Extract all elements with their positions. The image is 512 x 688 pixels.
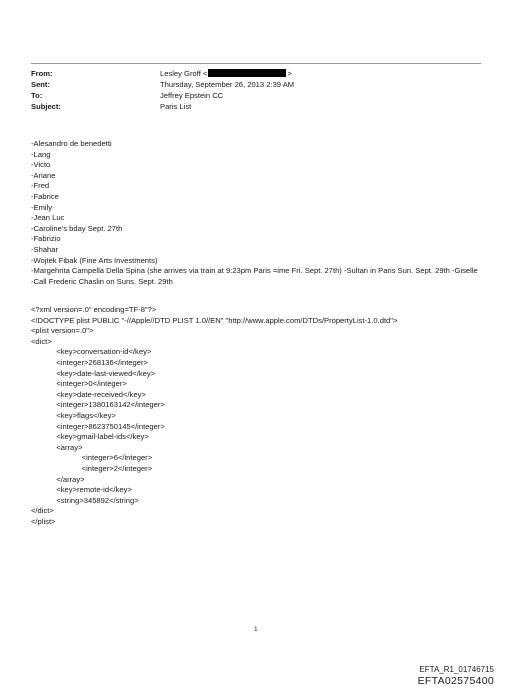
- plist-xml-block: [31, 305, 397, 527]
- xml-line: <integer>0</integer>: [31, 379, 127, 389]
- bates-number-secondary: EFTA02575400: [417, 675, 494, 687]
- xml-line: <integer>1380163142</integer>: [31, 400, 165, 410]
- xml-line: <key>gmail-label-ids</key>: [31, 432, 149, 442]
- xml-line: <key>date-received</key>: [31, 389, 146, 399]
- from-value-end: >: [287, 69, 292, 78]
- xml-line: <key>conversation-id</key>: [31, 347, 152, 357]
- from-value: [160, 69, 292, 79]
- list-item: -Caroline's bday Sept. 27th: [31, 223, 123, 233]
- from-name: Lesley Groff <: [160, 69, 208, 78]
- subject-value: Paris List: [160, 102, 192, 111]
- xml-line: <key>flags</key>: [31, 410, 116, 420]
- xml-line: </plist>: [31, 516, 56, 526]
- list-item: -Fabrice: [31, 191, 59, 201]
- sent-label: Sent:: [31, 80, 50, 89]
- xml-line: <plist version=.0">: [31, 326, 94, 336]
- bates-number-primary: EFTA_R1_01746715: [419, 665, 494, 674]
- list-item: -Margehrita Campella Della Spina (she arrives via train at 9:23pm Paris =ime Fri. Sept. 27th) -Sultan in Paris Sun. Sept. 29th -Giselle -Call Frederic Chaslin on Suns. Sept. 29th: [31, 266, 478, 286]
- page-number: 1: [254, 626, 258, 633]
- xml-line: <key>date-last-viewed</key>: [31, 368, 156, 378]
- xml-line: <integer>6</integer>: [31, 453, 153, 463]
- list-item: -Jean Luc: [31, 213, 65, 223]
- sent-value: Thursday, September 26, 2013 2:39 AM: [160, 80, 295, 89]
- subject-label: Subject:: [31, 102, 61, 111]
- xml-line: <?xml version=.0" encoding=TF-8"?>: [31, 305, 157, 314]
- list-item: -Victo: [31, 160, 51, 170]
- list-item: -Emily: [31, 202, 53, 212]
- list-item: -Ariane: [31, 170, 56, 180]
- list-item: -Fabrizio: [31, 234, 61, 244]
- xml-line: </dict>: [31, 506, 54, 516]
- xml-line: <key>remote-id</key>: [31, 485, 132, 495]
- list-item: -Lang: [31, 149, 51, 159]
- from-label: From:: [31, 69, 53, 78]
- xml-line: <dict>: [31, 336, 52, 346]
- xml-line: <integer>268136</integer>: [31, 357, 148, 367]
- xml-line: <string>345892</string>: [31, 495, 139, 505]
- paris-list-body: [31, 139, 481, 287]
- list-item: -Shahar: [31, 244, 59, 254]
- header-divider: [31, 63, 481, 64]
- xml-line: <array>: [31, 442, 83, 452]
- list-item: -Fred: [31, 181, 50, 191]
- redaction-bar: [208, 69, 286, 77]
- list-item: -Alesandro de benedetti: [31, 139, 112, 148]
- list-item: -Wojtek Fibak (Fine Arts Investments): [31, 255, 158, 265]
- xml-line: <integer>8623750145</integer>: [31, 421, 165, 431]
- to-value: Jeffrey Epstein CC: [160, 91, 224, 100]
- xml-line: </array>: [31, 474, 85, 484]
- xml-line: <!DOCTYPE plist PUBLIC "-//Apple//DTD PLIST 1.0//EN" "http://www.apple.com/DTDs/PropertyList-1.0.dtd">: [31, 315, 398, 325]
- xml-line: <integer>2</integer>: [31, 463, 153, 473]
- to-label: To:: [31, 91, 43, 100]
